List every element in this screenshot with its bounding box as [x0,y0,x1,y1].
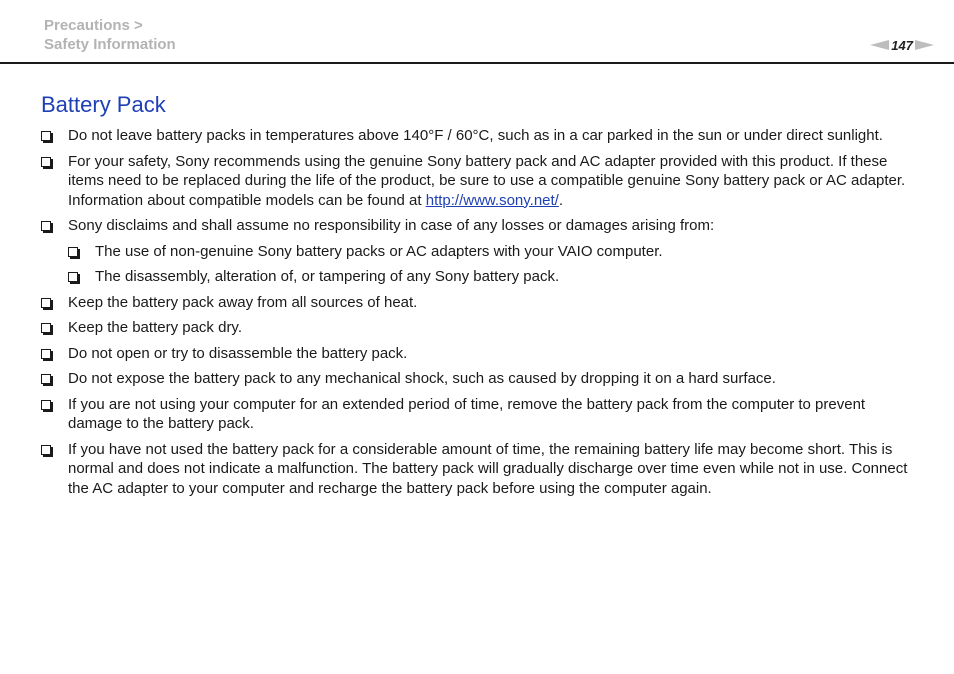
list-item-text: If you are not using your computer for an extended period of time, remove the battery pack from the computer to prevent damage to the battery pack. [68,395,866,432]
checkbox-bullet-icon [41,400,51,410]
checkbox-bullet-icon [41,298,51,308]
list-item-text: The disassembly, alteration of, or tampering of any Sony battery pack. [95,268,560,285]
checkbox-bullet-icon [68,272,78,282]
list-item [40,152,920,211]
checkbox-bullet-icon [41,445,51,455]
breadcrumb-link-precautions[interactable]: Precautions > [44,17,143,34]
list-item-text: Do not expose the battery pack to any mechanical shock, such as caused by dropping it on a hard surface. [68,370,776,387]
list-item [40,318,920,338]
sony-website-link[interactable]: http://www.sony.net/ [425,191,559,209]
checkbox-bullet-icon [41,221,51,231]
header-divider [0,62,954,64]
checkbox-bullet-icon [41,323,51,333]
precautions-list [40,126,920,504]
list-item [40,344,920,364]
checkbox-bullet-icon [41,374,51,384]
checkbox-bullet-icon [41,131,51,141]
list-item-text: For your safety, Sony recommends using the genuine Sony battery pack and AC adapter provided with this product. If these items need to be replaced during the life of the product, be sure to use a compatible genuine Sony battery pack or AC adapter. Information about compatible models can be found at [68,152,906,209]
checkbox-bullet-icon [68,247,78,257]
previous-page-arrow-icon[interactable] [870,40,889,50]
breadcrumb [44,16,176,54]
page-navigation [870,37,934,53]
list-item-text: Sony disclaims and shall assume no responsibility in case of any losses or damages arising from: [68,217,715,234]
list-item-text: The use of non-genuine Sony battery packs or AC adapters with your VAIO computer. [95,242,663,260]
list-item [40,216,920,236]
list-item-text: Keep the battery pack away from all sources of heat. [68,293,418,311]
list-item-text: Do not open or try to disassemble the battery pack. [68,344,408,362]
sub-list-item [67,267,920,287]
list-item [40,395,920,434]
list-item-text-end: . [558,191,564,209]
sub-list-item [67,242,920,262]
list-item-text: Do not leave battery packs in temperatures above 140°F / 60°C, such as in a car parked in the sun or under direct sunlight. [68,127,883,144]
breadcrumb-current-safety-information[interactable]: Safety Information [44,36,176,53]
page-number: 147 [891,37,913,53]
list-item [40,126,920,146]
checkbox-bullet-icon [41,157,51,167]
section-title: Battery Pack [41,92,166,117]
list-item [40,369,920,389]
list-item [40,440,920,499]
list-item [40,293,920,313]
list-item-text: Keep the battery pack dry. [68,319,242,336]
checkbox-bullet-icon [41,349,51,359]
list-item-text: If you have not used the battery pack for a considerable amount of time, the remaining battery life may become short. This is normal and does not indicate a malfunction. The battery pack will gradually discharge over time even while not in use. Connect the AC adapter to your computer and recharge the battery pack before using the computer again. [68,440,908,497]
next-page-arrow-icon[interactable] [915,40,934,50]
